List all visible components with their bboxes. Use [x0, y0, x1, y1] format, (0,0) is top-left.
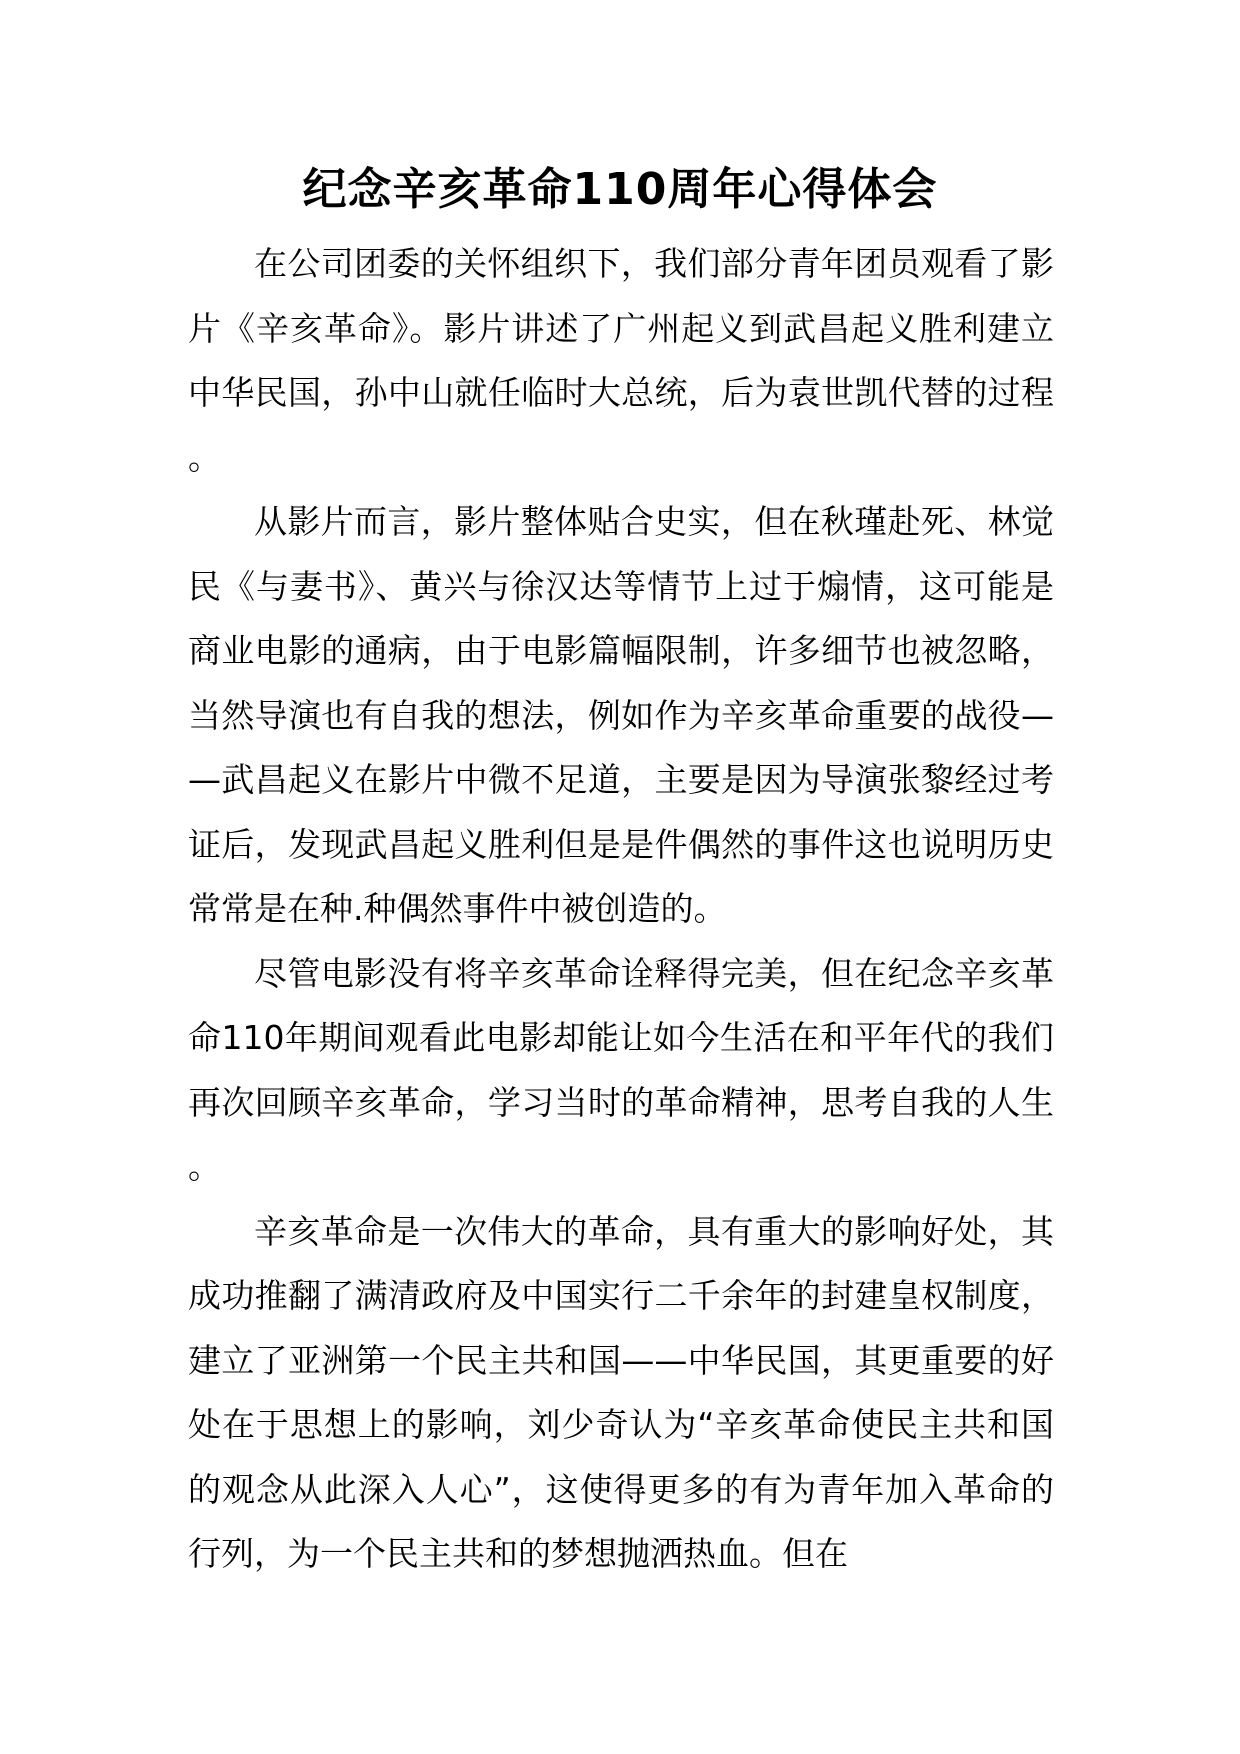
paragraph-2: 从影片而言，影片整体贴合史实，但在秋瑾赴死、林觉民《与妻书》、黄兴与徐汉达等情节上过于煽情，这可能是商业电影的通病，由于电影篇幅限制，许多细节也被忽略，当然导演也有自我的想法，例如作为辛亥革命重要的战役——武昌起义在影片中微不足道，主要是因为导演张黎经过考证后，发现武昌起义胜利但是是件偶然的事件这也说明历史常常是在种.种偶然事件中被创造的。 [188, 502, 1054, 928]
paragraph-1: 在公司团委的关怀组织下，我们部分青年团员观看了影片《辛亥革命》。影片讲述了广州起义到武昌起义胜利建立中华民国，孙中山就任临时大总统，后为袁世凯代替的过程。 [188, 244, 1054, 477]
paragraph-4: 辛亥革命是一次伟大的革命，具有重大的影响好处，其成功推翻了满清政府及中国实行二千余年的封建皇权制度，建立了亚洲第一个民主共和国——中华民国，其更重要的好处在于思想上的影响，刘少奇认为“辛亥革命使民主共和国的观念从此深入人心”，这使得更多的有为青年加入革命的行列，为一个民主共和的梦想抛洒热血。但在 [188, 1211, 1054, 1573]
document-body [188, 232, 1054, 1587]
document-title: 纪念辛亥革命110周年心得体会 [302, 164, 938, 215]
paragraph-3: 尽管电影没有将辛亥革命诠释得完美，但在纪念辛亥革命110年期间观看此电影却能让如今生活在和平年代的我们再次回顾辛亥革命，学习当时的革命精神，思考自我的人生。 [188, 953, 1054, 1186]
